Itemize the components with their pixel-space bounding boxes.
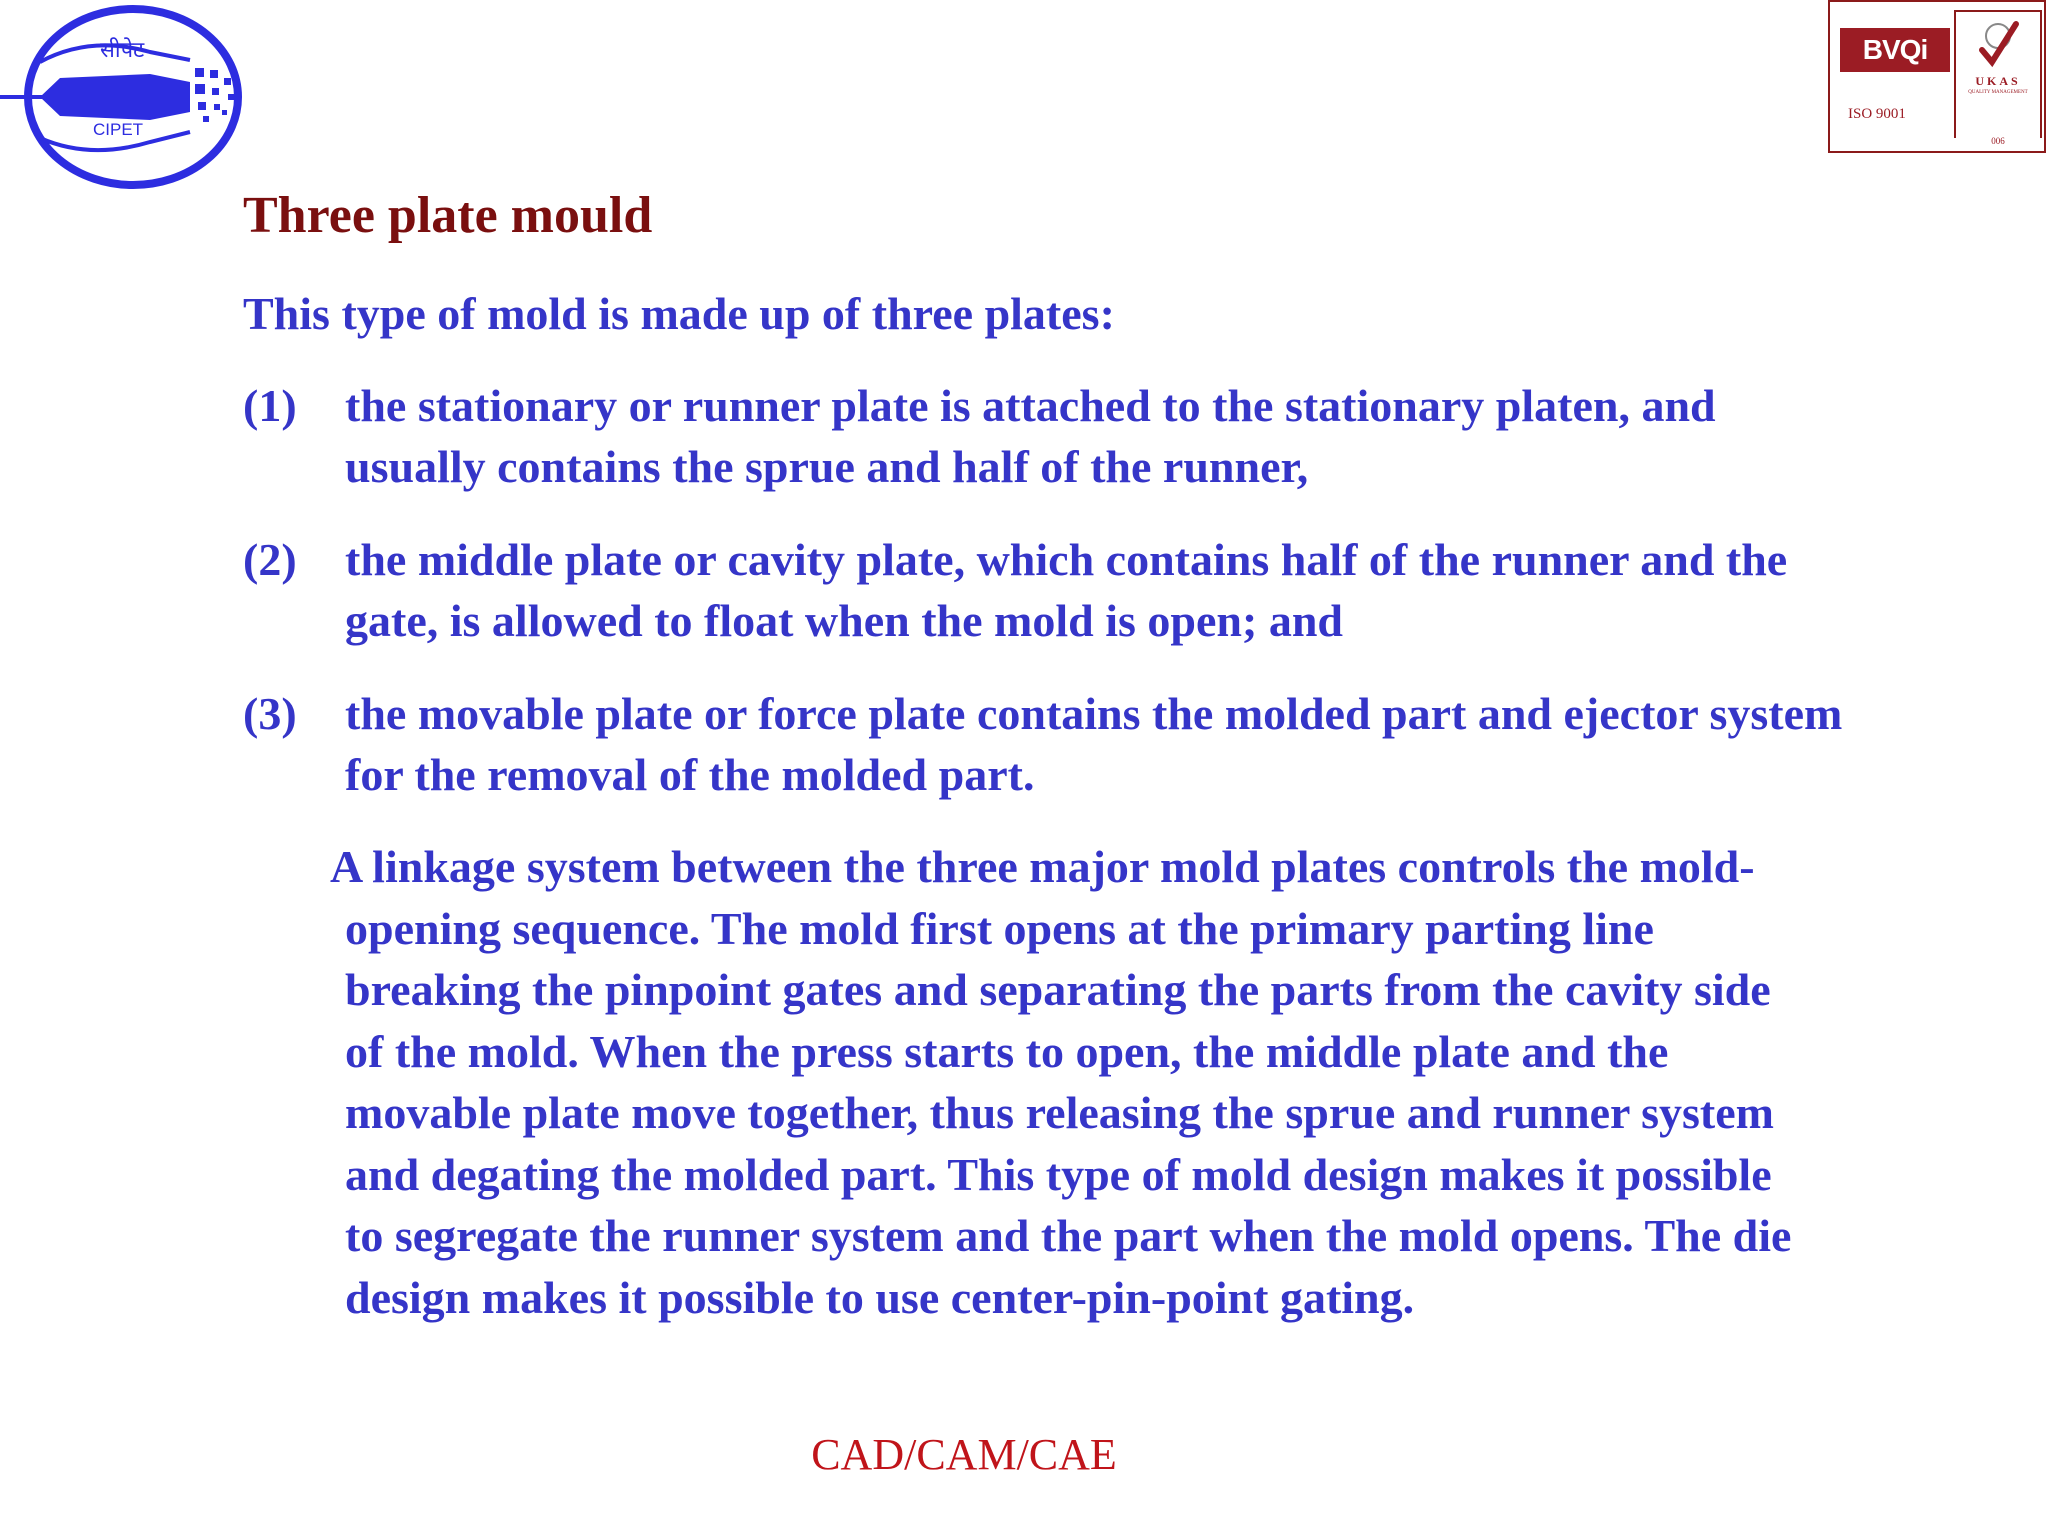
bvqi-badge: BVQi — [1840, 28, 1950, 72]
logo-latin-text: CIPET — [93, 120, 144, 139]
list-item-text: the stationary or runner plate is attached to the stationary platen, and usually contains the sprue and half of the runner, — [345, 380, 1716, 492]
iso-label: ISO 9001 — [1848, 106, 1906, 122]
list-item-number: (1) — [243, 380, 297, 431]
cipet-logo — [0, 0, 255, 195]
description-paragraph: A linkage system between the three major mold plates controls the mold-opening sequence. The mold first opens at the primary parting line breaking the pinpoint gates and separating the parts from the cavity side of the mold. When the press starts to open, the middle plate and the movable plate move together, thus releasing the sprue and runner system and degating the molded part. This type of mold design makes it possible to segregate the runner system and the part when the mold opens. The die design makes it possible to use center-pin-point gating. — [330, 841, 1792, 1323]
list-item-number: (2) — [243, 534, 297, 585]
certification-badge — [1828, 0, 2046, 153]
intro-text: This type of mold is made up of three plates: — [243, 288, 1115, 339]
ukas-sub-label: QUALITY MANAGEMENT — [1968, 90, 2028, 95]
list-item-text: the middle plate or cavity plate, which contains half of the runner and the gate, is allowed to float when the mold is open; and — [345, 534, 1788, 646]
footer-label: CAD/CAM/CAE — [811, 1430, 1117, 1479]
ukas-crown-check-icon — [1968, 16, 2032, 80]
ukas-number: 006 — [1956, 136, 2040, 146]
logo-devanagari-text: सीपेट — [100, 38, 145, 63]
ukas-badge — [1954, 10, 2042, 146]
slide-title: Three plate mould — [243, 187, 653, 244]
list-item-number: (3) — [243, 688, 297, 739]
list-item-text: the movable plate or force plate contains the molded part and ejector system for the removal of the molded part. — [345, 688, 1843, 800]
ukas-label: UKAS — [1975, 74, 2021, 88]
